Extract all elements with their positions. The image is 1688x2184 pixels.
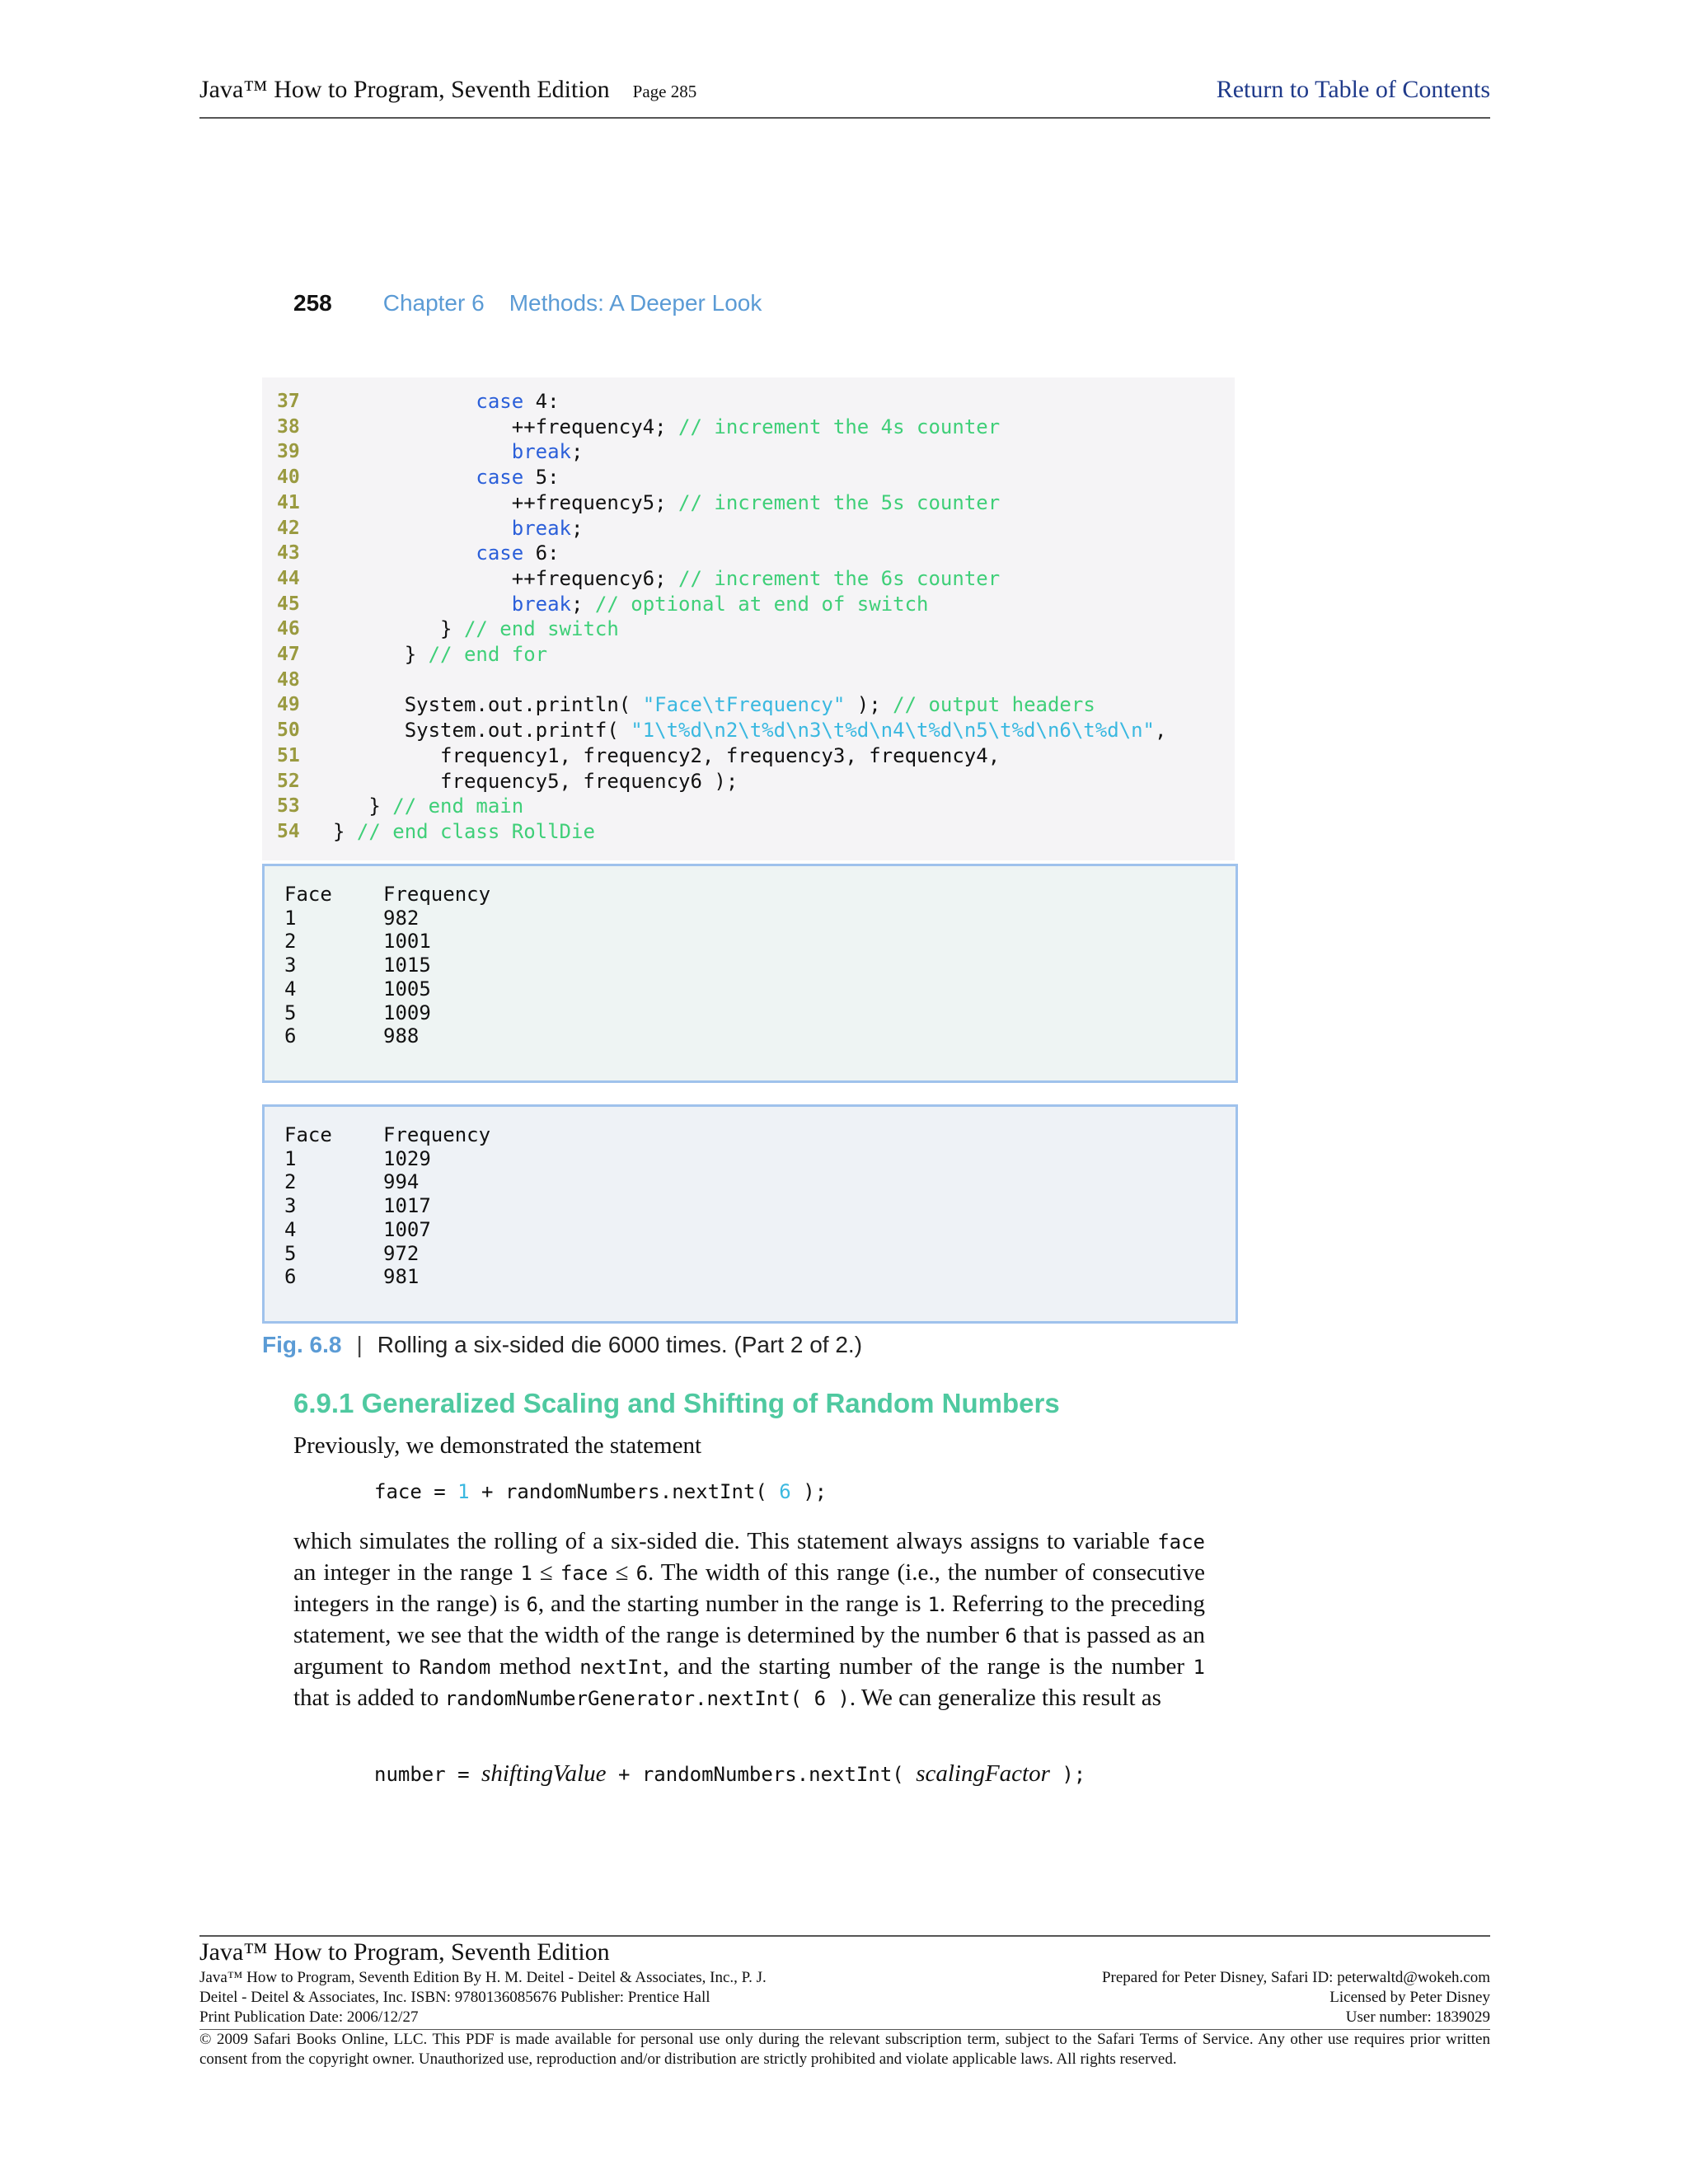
line-number: 50	[277, 719, 300, 742]
text-run: + randomNumbers.nextInt(	[606, 1763, 917, 1786]
header-page-label: Page 285	[632, 82, 697, 101]
code-line	[262, 415, 1235, 440]
code-line	[262, 439, 1235, 465]
text-run	[333, 466, 476, 489]
line-source	[333, 642, 547, 668]
text-run: ++frequency4;	[333, 415, 679, 438]
output-row	[284, 1242, 419, 1266]
text-run: );	[790, 1480, 828, 1503]
footer-row	[199, 1968, 1490, 1988]
text-run: );	[1049, 1763, 1086, 1786]
face-cell: 5	[284, 1241, 297, 1265]
program-output-2	[262, 1104, 1238, 1324]
output-row	[284, 907, 419, 930]
code-keyword: break	[511, 440, 571, 464]
code-comment: // end switch	[463, 617, 619, 641]
text-run: face	[560, 1562, 608, 1585]
text-run: + randomNumbers.nextInt(	[469, 1480, 780, 1503]
frequency-cell: 1009	[383, 1001, 431, 1024]
frequency-cell: 1007	[383, 1217, 431, 1241]
footer-row-left: Java™ How to Program, Seventh Edition By H. M. Deitel - Deitel & Associates, Inc., P. J.	[199, 1969, 767, 1986]
text-run	[333, 440, 512, 463]
text-run: 1	[1193, 1656, 1205, 1679]
frequency-cell: 1005	[383, 977, 431, 1001]
code-comment: // end main	[392, 794, 524, 818]
text-run: }	[333, 819, 357, 843]
output-row	[284, 1194, 431, 1218]
footer-row-right: Prepared for Peter Disney, Safari ID: peterwaltd@wokeh.com	[1101, 1969, 1490, 1986]
output-header	[284, 1123, 490, 1147]
line-source	[333, 616, 619, 642]
code-listing	[262, 377, 1235, 860]
text-run: ++frequency5;	[333, 490, 679, 514]
line-source	[333, 566, 1000, 592]
text-run: 5:	[523, 466, 560, 490]
line-number: 38	[277, 415, 300, 438]
code-comment: // increment the 5s counter	[678, 490, 1001, 514]
text-run: 4:	[523, 390, 560, 413]
code-literal: 6	[779, 1480, 791, 1503]
footer-row-right: User number: 1839029	[1345, 2008, 1490, 2026]
text-run: 6	[526, 1593, 538, 1616]
output-row	[284, 930, 431, 954]
output-row	[284, 977, 431, 1001]
page-number: 258	[293, 290, 332, 316]
footer-row-left: Deitel - Deitel & Associates, Inc. ISBN: 9780136085676 Publisher: Prentice Hall	[199, 1989, 710, 2006]
caption-separator: |	[356, 1332, 363, 1357]
frequency-cell: Frequency	[383, 883, 491, 906]
line-number: 51	[277, 744, 300, 766]
output-row	[284, 1147, 431, 1171]
text-run: Random	[419, 1656, 491, 1679]
face-cell: 2	[284, 1170, 297, 1194]
code-line	[262, 541, 1235, 566]
face-cell: 1	[284, 1146, 297, 1170]
text-run: System.out.println(	[333, 693, 643, 717]
page-footer	[199, 1935, 1490, 2069]
frequency-cell: 1029	[383, 1146, 431, 1170]
header-book-title: Java™ How to Program, Seventh Edition Page 285	[199, 76, 697, 103]
code-line	[262, 389, 1235, 415]
code-literal: 1	[457, 1480, 470, 1503]
frequency-cell: 1015	[383, 954, 431, 977]
text-run: 1	[927, 1593, 940, 1616]
face-cell: Face	[284, 883, 332, 906]
footer-row-left: Print Publication Date: 2006/12/27	[199, 2008, 419, 2026]
line-number: 46	[277, 618, 300, 640]
line-source	[333, 592, 928, 617]
line-number: 54	[277, 820, 300, 842]
code-line	[262, 718, 1235, 743]
text-run: ≤	[607, 1559, 636, 1586]
line-number: 37	[277, 391, 300, 412]
text-run: , and the starting number of the range is the number	[663, 1653, 1193, 1680]
line-number: 41	[277, 491, 300, 513]
footer-row	[199, 1988, 1490, 2008]
caption-text: Rolling a six-sided die 6000 times. (Part 2 of 2.)	[377, 1332, 863, 1357]
text-run	[333, 541, 476, 565]
line-source	[333, 718, 1166, 743]
code-line	[262, 794, 1235, 819]
frequency-cell: 1001	[383, 930, 431, 954]
footer-book-title: Java™ How to Program, Seventh Edition	[199, 1938, 610, 1966]
output-row	[284, 1024, 419, 1048]
text-run: ,	[1155, 719, 1167, 743]
frequency-cell: 982	[383, 906, 420, 930]
chapter-title: Methods: A Deeper Look	[509, 290, 762, 316]
line-source	[333, 389, 560, 415]
text-run	[333, 593, 512, 616]
code-statement-2	[374, 1760, 1085, 1788]
text-run: method	[490, 1653, 580, 1680]
text-run: 6	[1005, 1624, 1017, 1647]
text-run: System.out.printf(	[333, 719, 631, 743]
line-number: 53	[277, 795, 300, 818]
text-run: . We can generalize this result as	[849, 1685, 1161, 1711]
text-run: face	[1157, 1530, 1205, 1554]
line-number: 47	[277, 644, 300, 665]
text-run: ;	[571, 440, 584, 464]
text-run: number =	[374, 1763, 482, 1786]
line-source	[333, 439, 583, 465]
text-run: that is added to	[293, 1685, 445, 1711]
text-run: randomNumberGenerator.nextInt( 6 )	[444, 1687, 850, 1710]
text-run: that is passed as an argument to	[293, 1622, 1206, 1680]
line-number: 45	[277, 593, 300, 615]
frequency-cell: 972	[383, 1241, 420, 1265]
text-run: shiftingValue	[481, 1760, 607, 1787]
text-run: frequency1, frequency2, frequency3, frequency4,	[333, 743, 1001, 767]
face-cell: Face	[284, 1123, 332, 1146]
text-run: which simulates the rolling of a six-sided die. This statement always assigns to variable	[293, 1528, 1158, 1554]
output-row	[284, 1265, 419, 1289]
code-keyword: break	[511, 592, 571, 616]
frequency-cell: 988	[383, 1024, 420, 1048]
text-run: ;	[571, 516, 584, 540]
page-header	[199, 76, 1490, 119]
code-line	[262, 465, 1235, 490]
line-number: 40	[277, 466, 300, 489]
face-cell: 5	[284, 1001, 297, 1024]
line-source	[333, 692, 1095, 718]
frequency-cell: 981	[383, 1265, 420, 1289]
text-run	[333, 517, 512, 540]
line-number: 43	[277, 542, 300, 565]
output-row	[284, 1170, 419, 1194]
line-source	[333, 769, 738, 794]
line-number: 48	[277, 668, 300, 691]
code-line	[262, 616, 1235, 642]
line-source	[333, 819, 595, 845]
line-number: 49	[277, 694, 300, 716]
code-line	[262, 769, 1235, 794]
footer-row	[199, 2008, 1490, 2027]
face-cell: 1	[284, 906, 297, 930]
text-run: }	[333, 643, 429, 666]
code-comment: // increment the 6s counter	[678, 566, 1001, 590]
face-cell: 4	[284, 977, 297, 1001]
code-comment: // optional at end of switch	[594, 592, 929, 616]
code-line	[262, 490, 1235, 516]
frequency-cell: Frequency	[383, 1123, 491, 1146]
running-head	[293, 290, 762, 316]
text-run: 1	[520, 1562, 532, 1585]
line-source	[333, 794, 523, 819]
footer-row-right: Licensed by Peter Disney	[1329, 1989, 1490, 2006]
copyright-notice: © 2009 Safari Books Online, LLC. This PDF is made available for personal use only during the relevant subscription term, subject to the Safari Terms of Service. Any other use requires prior written consent from the copyright owner. Unauthorized use, reproduction and/or distribution are strictly prohibited and violate applicable laws. All rights reserved.	[199, 2031, 1490, 2068]
figure-label: Fig. 6.8	[262, 1332, 342, 1357]
line-source	[333, 541, 560, 566]
line-number: 39	[277, 441, 300, 463]
output-row	[284, 1218, 431, 1242]
code-keyword: case	[476, 466, 524, 490]
text-run: }	[333, 617, 464, 641]
text-run: );	[845, 693, 893, 717]
text-run: ++frequency6;	[333, 566, 679, 590]
text-run: . Referring to the preceding statement, we see that the width of the range is determined by the number	[293, 1591, 1205, 1648]
program-output-1	[262, 864, 1238, 1083]
output-row	[284, 1001, 431, 1025]
code-line	[262, 692, 1235, 718]
face-cell: 6	[284, 1265, 297, 1289]
output-row	[284, 954, 431, 977]
code-keyword: case	[476, 541, 524, 565]
chapter-label: Chapter 6	[382, 290, 485, 316]
section-heading: 6.9.1 Generalized Scaling and Shifting of Random Numbers	[293, 1388, 1060, 1418]
text-run: nextInt	[579, 1656, 663, 1679]
line-source	[333, 516, 583, 541]
text-run	[333, 390, 476, 413]
code-comment: // end class RollDie	[356, 819, 595, 843]
face-cell: 3	[284, 954, 297, 977]
code-line	[262, 516, 1235, 541]
toc-link[interactable]: Return to Table of Contents	[1216, 76, 1490, 103]
text-run: 6	[635, 1562, 649, 1585]
text-run: ≤	[532, 1559, 560, 1586]
code-line	[262, 819, 1235, 845]
code-keyword: case	[476, 390, 524, 413]
code-line	[262, 566, 1235, 592]
text-run: . The width of this range (i.e., the number of consecutive integers in the range) is	[293, 1559, 1205, 1617]
code-line	[262, 642, 1235, 668]
output-header	[284, 883, 490, 907]
line-source	[333, 465, 560, 490]
code-comment: // increment the 4s counter	[678, 415, 1001, 438]
face-cell: 4	[284, 1217, 297, 1241]
code-line	[262, 592, 1235, 617]
figure-caption	[262, 1332, 862, 1358]
body-paragraph	[293, 1526, 1205, 1714]
text-run: frequency5, frequency6 );	[333, 769, 738, 793]
code-comment: // end for	[428, 643, 548, 666]
code-literal: "Face\tFrequency"	[642, 693, 846, 717]
code-line	[262, 668, 1235, 693]
text-run: ;	[571, 592, 595, 616]
line-number: 42	[277, 517, 300, 539]
text-run: face =	[374, 1480, 458, 1503]
intro-paragraph: Previously, we demonstrated the statement	[293, 1432, 702, 1459]
code-line	[262, 743, 1235, 769]
frequency-cell: 1017	[383, 1194, 431, 1218]
line-number: 44	[277, 567, 300, 589]
face-cell: 2	[284, 930, 297, 954]
text-run: 6:	[523, 541, 560, 565]
code-keyword: break	[511, 516, 571, 540]
frequency-cell: 994	[383, 1170, 420, 1194]
code-literal: "1\t%d\n2\t%d\n3\t%d\n4\t%d\n5\t%d\n6\t%d\n"	[631, 719, 1155, 743]
line-source	[333, 415, 1000, 440]
code-comment: // output headers	[893, 693, 1095, 717]
line-number: 52	[277, 770, 300, 792]
line-source	[333, 743, 1000, 769]
text-run: an integer in the range	[293, 1559, 521, 1586]
line-source	[333, 490, 1000, 516]
face-cell: 3	[284, 1194, 297, 1218]
face-cell: 6	[284, 1024, 297, 1048]
text-run: , and the starting number in the range is	[537, 1591, 928, 1617]
text-run: scalingFactor	[916, 1760, 1050, 1787]
text-run: }	[333, 794, 393, 818]
code-statement-1	[374, 1480, 827, 1503]
